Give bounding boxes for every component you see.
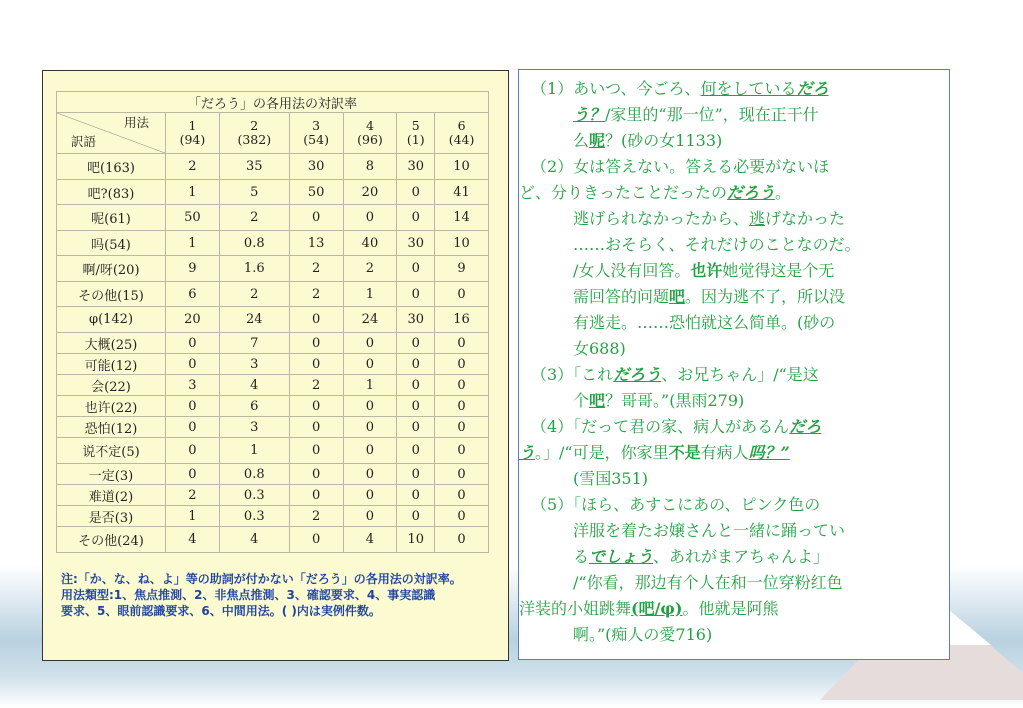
rate-cell: 0 (343, 438, 397, 464)
example-line: ……おそらく、それだけのことなのだ。 (573, 235, 861, 254)
rate-cell: 0.3 (219, 506, 289, 527)
example-line: /女人没有回答。也许她觉得这是个无 (573, 261, 835, 280)
rate-cell: 24 (343, 307, 397, 333)
rate-cell: 3 (219, 417, 289, 438)
translation-label: 会(22) (57, 375, 166, 396)
rate-cell: 4 (219, 527, 289, 553)
corner-header (57, 113, 166, 154)
rate-cell: 2 (166, 154, 220, 180)
example-line: 逃げられなかったから、逃げなかった (573, 209, 846, 228)
usage-translation-table (56, 91, 489, 553)
rate-cell: 30 (397, 231, 435, 256)
rate-cell: 2 (289, 375, 343, 396)
rate-cell: 7 (219, 333, 289, 354)
rate-cell: 0 (289, 464, 343, 485)
table-row (57, 307, 489, 333)
rate-cell: 3 (219, 354, 289, 375)
usage-count: (382) (237, 132, 272, 147)
rate-cell: 30 (289, 154, 343, 180)
usage-number: 6 (457, 118, 466, 133)
rate-cell: 14 (435, 205, 489, 231)
rate-cell: 6 (219, 396, 289, 417)
rate-cell: 0 (435, 527, 489, 553)
rate-cell: 0 (397, 417, 435, 438)
table-row (57, 205, 489, 231)
table-row (57, 154, 489, 180)
example-line: 么呢？(砂の女1133) (573, 131, 723, 150)
rate-cell: 0 (289, 333, 343, 354)
rate-cell: 50 (166, 205, 220, 231)
rate-cell: 1 (219, 438, 289, 464)
rate-cell: 10 (435, 231, 489, 256)
rate-cell: 50 (289, 180, 343, 205)
corner-translation-label: 訳語 (71, 134, 97, 149)
table-row (57, 282, 489, 307)
translation-label: 也许(22) (57, 396, 166, 417)
rate-cell: 0 (343, 354, 397, 375)
rate-cell: 8 (343, 154, 397, 180)
translation-label: その他(15) (57, 282, 166, 307)
rate-cell: 0 (289, 485, 343, 506)
rate-cell: 1 (343, 282, 397, 307)
rate-cell: 0 (397, 464, 435, 485)
usage-number: 5 (411, 118, 420, 133)
rate-cell: 0 (289, 438, 343, 464)
rate-cell: 4 (166, 527, 220, 553)
rate-cell: 0 (397, 256, 435, 282)
example-5 (519, 492, 943, 648)
rate-cell: 4 (219, 375, 289, 396)
rate-cell: 2 (289, 256, 343, 282)
translation-label: 大概(25) (57, 333, 166, 354)
table-row (57, 464, 489, 485)
table-row (57, 231, 489, 256)
rate-cell: 0 (289, 205, 343, 231)
example-2 (519, 154, 943, 362)
table-caption: 「だろう」の各用法の対訳率 (57, 92, 489, 113)
translation-label: 吗(54) (57, 231, 166, 256)
rate-cell: 0 (435, 333, 489, 354)
corner-usage-label: 用法 (123, 115, 149, 130)
rate-cell: 0 (343, 506, 397, 527)
table-row (57, 506, 489, 527)
rate-cell: 0 (166, 464, 220, 485)
rate-cell: 5 (219, 180, 289, 205)
rate-cell: 0 (166, 438, 220, 464)
usage-count: (94) (179, 132, 206, 147)
rate-cell: 20 (343, 180, 397, 205)
example-line: るでしょう、あれがまアちゃんよ」 (573, 547, 830, 566)
translation-label: 是否(3) (57, 506, 166, 527)
example-line: 洋装的小姐跳舞(吧/φ)。他就是阿熊 (519, 599, 779, 618)
translation-label: 恐怕(12) (57, 417, 166, 438)
translation-label: 说不定(5) (57, 438, 166, 464)
table-row (57, 417, 489, 438)
translation-label: その他(24) (57, 527, 166, 553)
rate-cell: 0 (435, 282, 489, 307)
example-line: 需回答的问题吧。因为逃不了，所以没 (573, 287, 846, 306)
rate-cell: 0 (397, 354, 435, 375)
rate-cell: 2 (289, 282, 343, 307)
table-row (57, 485, 489, 506)
example-line: （2）女は答えない。答える必要がないほ (531, 157, 830, 176)
rate-cell: 9 (435, 256, 489, 282)
rate-cell: 1 (166, 506, 220, 527)
rate-cell: 35 (219, 154, 289, 180)
example-1 (531, 76, 943, 154)
rate-cell: 0.8 (219, 464, 289, 485)
example-line: 个吧？哥哥。”(黒雨279) (573, 391, 745, 410)
rate-cell: 0 (435, 464, 489, 485)
rate-cell: 0 (289, 307, 343, 333)
examples-panel (518, 69, 950, 660)
table-panel (42, 70, 509, 661)
rate-cell: 0 (435, 506, 489, 527)
rate-cell: 6 (166, 282, 220, 307)
translation-label: 吧(163) (57, 154, 166, 180)
rate-cell: 30 (397, 307, 435, 333)
rate-cell: 1 (166, 180, 220, 205)
note-line: 要求、5、眼前認識要求、6、中間用法。( )内は実例件数。 (61, 604, 381, 618)
rate-cell: 0 (343, 333, 397, 354)
table-row (57, 180, 489, 205)
translation-label: 一定(3) (57, 464, 166, 485)
example-line: （4）「だって君の家、病人があるんだろ (531, 417, 822, 436)
table-row (57, 438, 489, 464)
usage-column-header (397, 113, 435, 154)
rate-cell: 0 (397, 438, 435, 464)
note-line: 注:「か、な、ね、よ」等の助詞が付かない「だろう」の各用法の対訳率。 (61, 572, 462, 586)
rate-cell: 2 (343, 256, 397, 282)
rate-cell: 1 (166, 231, 220, 256)
rate-cell: 1 (343, 375, 397, 396)
rate-cell: 0 (166, 396, 220, 417)
rate-cell: 0 (343, 417, 397, 438)
rate-cell: 0 (166, 354, 220, 375)
rate-cell: 3 (166, 375, 220, 396)
rate-cell: 0 (397, 205, 435, 231)
translation-label: 呢(61) (57, 205, 166, 231)
rate-cell: 0 (435, 375, 489, 396)
rate-cell: 2 (166, 485, 220, 506)
rate-cell: 0 (289, 417, 343, 438)
table-row (57, 256, 489, 282)
rate-cell: 9 (166, 256, 220, 282)
example-line: 女688) (573, 339, 626, 358)
rate-cell: 1.6 (219, 256, 289, 282)
usage-number: 2 (250, 118, 259, 133)
rate-cell: 0 (397, 396, 435, 417)
rate-cell: 0 (397, 485, 435, 506)
table-row (57, 333, 489, 354)
rate-cell: 40 (343, 231, 397, 256)
translation-label: 可能(12) (57, 354, 166, 375)
usage-column-header (219, 113, 289, 154)
usage-number: 3 (312, 118, 321, 133)
example-line: /“你看，那边有个人在和一位穿粉红色 (573, 573, 843, 592)
example-line: ど、分りきったことだったのだろう。 (519, 183, 792, 202)
rate-cell: 24 (219, 307, 289, 333)
rate-cell: 0 (435, 417, 489, 438)
usage-number: 4 (365, 118, 374, 133)
rate-cell: 0 (289, 527, 343, 553)
usage-column-header (343, 113, 397, 154)
rate-cell: 0 (435, 485, 489, 506)
rate-cell: 0 (343, 464, 397, 485)
translation-label: 吧?(83) (57, 180, 166, 205)
rate-cell: 0 (289, 396, 343, 417)
usage-count: (96) (357, 132, 383, 147)
example-line: 洋服を着たお嬢さんと一緒に踊ってい (573, 521, 846, 540)
rate-cell: 30 (397, 154, 435, 180)
usage-count: (1) (406, 132, 425, 147)
table-row (57, 354, 489, 375)
example-line: 有逃走。……恐怕就这么简单。(砂の (573, 313, 836, 332)
rate-cell: 0.3 (219, 485, 289, 506)
usage-column-header (289, 113, 343, 154)
rate-cell: 2 (289, 506, 343, 527)
rate-cell: 10 (435, 154, 489, 180)
rate-cell: 0 (343, 205, 397, 231)
rate-cell: 10 (397, 527, 435, 553)
rate-cell: 0 (397, 180, 435, 205)
rate-cell: 13 (289, 231, 343, 256)
usage-number: 1 (188, 118, 197, 133)
example-line: う？/家里的“那一位”，现在正干什 (573, 105, 819, 124)
example-line: 啊。”(痴人の愛716) (573, 625, 713, 644)
example-3 (531, 362, 943, 414)
rate-cell: 0 (435, 354, 489, 375)
example-line: （3）「これだろう、お兄ちゃん」/“是这 (531, 365, 819, 384)
rate-cell: 0 (343, 396, 397, 417)
translation-label: 啊/呀(20) (57, 256, 166, 282)
table-row (57, 527, 489, 553)
note-line: 用法類型:1、焦点推測、2、非焦点推測、3、確認要求、4、事実認識 (61, 588, 436, 602)
rate-cell: 0 (435, 396, 489, 417)
table-row (57, 375, 489, 396)
rate-cell: 0 (397, 282, 435, 307)
translation-label: φ(142) (57, 307, 166, 333)
table-note (61, 571, 501, 619)
rate-cell: 2 (219, 205, 289, 231)
rate-cell: 16 (435, 307, 489, 333)
example-line: （1）あいつ、今ごろ、何をしているだろ (531, 79, 829, 98)
rate-cell: 0 (343, 485, 397, 506)
rate-cell: 0.8 (219, 231, 289, 256)
table-row (57, 396, 489, 417)
rate-cell: 0 (166, 417, 220, 438)
usage-count: (44) (448, 132, 475, 147)
rate-cell: 0 (397, 375, 435, 396)
usage-count: (54) (303, 132, 329, 147)
example-line: う。」/“可是，你家里不是有病人吗？” (519, 443, 790, 462)
usage-column-header (166, 113, 220, 154)
rate-cell: 0 (397, 506, 435, 527)
rate-cell: 41 (435, 180, 489, 205)
translation-label: 难道(2) (57, 485, 166, 506)
rate-cell: 2 (219, 282, 289, 307)
rate-cell: 0 (435, 438, 489, 464)
rate-cell: 0 (289, 354, 343, 375)
rate-cell: 0 (397, 333, 435, 354)
rate-cell: 0 (166, 333, 220, 354)
example-line: (雪国351) (573, 469, 649, 488)
example-4 (519, 414, 943, 492)
usage-column-header (435, 113, 489, 154)
rate-cell: 20 (166, 307, 220, 333)
example-line: （5）「ほら、あすこにあの、ピンク色の (531, 495, 821, 514)
rate-cell: 4 (343, 527, 397, 553)
